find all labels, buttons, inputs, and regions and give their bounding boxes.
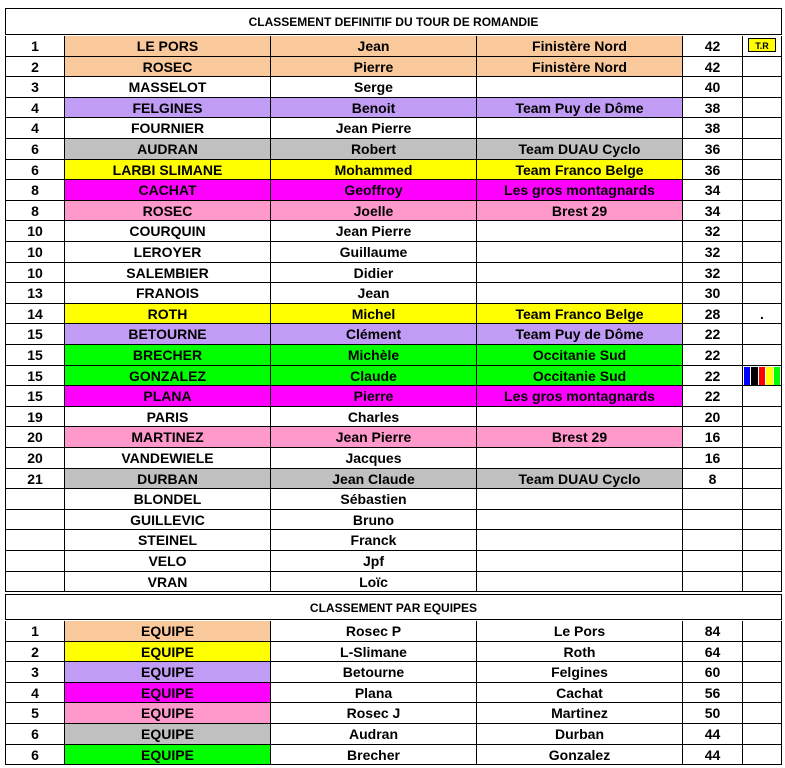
points-cell: 32	[683, 242, 743, 263]
team-rank-cell: 5	[5, 703, 65, 724]
first-name-cell: Guillaume	[271, 242, 477, 263]
extra-cell	[743, 551, 782, 572]
rank-cell	[5, 489, 65, 510]
points-cell	[683, 551, 743, 572]
first-name-cell: Loïc	[271, 572, 477, 592]
last-name-cell: BLONDEL	[65, 489, 271, 510]
last-name-cell: LE PORS	[65, 36, 271, 57]
first-name-cell: Jean	[271, 283, 477, 304]
team-member-b-cell: Durban	[477, 724, 683, 745]
last-name-cell: ROTH	[65, 304, 271, 324]
team-cell	[477, 242, 683, 263]
team-cell	[477, 263, 683, 283]
points-cell: 34	[683, 180, 743, 201]
team-cell	[477, 551, 683, 572]
extra-cell	[743, 469, 782, 489]
first-name-cell: Michèle	[271, 345, 477, 366]
rank-cell: 4	[5, 118, 65, 139]
team-cell: Team Puy de Dôme	[477, 324, 683, 345]
first-name-cell: Jpf	[271, 551, 477, 572]
rank-cell: 19	[5, 407, 65, 427]
last-name-cell: VRAN	[65, 572, 271, 592]
team-points-cell: 56	[683, 683, 743, 703]
team-label-cell: EQUIPE	[65, 662, 271, 683]
team-cell: Occitanie Sud	[477, 366, 683, 386]
last-name-cell: GUILLEVIC	[65, 510, 271, 530]
extra-cell	[743, 703, 782, 724]
team-cell: Finistère Nord	[477, 57, 683, 77]
rank-cell: 15	[5, 324, 65, 345]
rank-cell: 10	[5, 221, 65, 242]
team-label-cell: EQUIPE	[65, 745, 271, 765]
team-member-a-cell: Rosec J	[271, 703, 477, 724]
team-rank-cell: 6	[5, 724, 65, 745]
rank-cell: 20	[5, 448, 65, 469]
extra-cell	[743, 642, 782, 662]
rank-cell: 2	[5, 57, 65, 77]
points-cell: 16	[683, 448, 743, 469]
rank-cell: 15	[5, 386, 65, 407]
extra-cell	[743, 139, 782, 160]
extra-cell	[743, 98, 782, 118]
first-name-cell: Clément	[271, 324, 477, 345]
extra-cell	[743, 386, 782, 407]
team-member-b-cell: Gonzalez	[477, 745, 683, 765]
team-rank-cell: 3	[5, 662, 65, 683]
last-name-cell: BETOURNE	[65, 324, 271, 345]
last-name-cell: SALEMBIER	[65, 263, 271, 283]
team-label-cell: EQUIPE	[65, 683, 271, 703]
team-member-a-cell: Betourne	[271, 662, 477, 683]
first-name-cell: Jean Claude	[271, 469, 477, 489]
extra-cell	[743, 242, 782, 263]
last-name-cell: AUDRAN	[65, 139, 271, 160]
points-cell: 38	[683, 118, 743, 139]
points-cell: 36	[683, 160, 743, 180]
team-member-b-cell: Martinez	[477, 703, 683, 724]
rank-cell: 6	[5, 139, 65, 160]
extra-cell	[743, 662, 782, 683]
points-cell	[683, 572, 743, 592]
first-name-cell: Serge	[271, 77, 477, 98]
extra-cell	[743, 118, 782, 139]
rank-cell	[5, 530, 65, 551]
rank-cell: 15	[5, 366, 65, 386]
last-name-cell: STEINEL	[65, 530, 271, 551]
extra-cell	[743, 324, 782, 345]
team-rank-cell: 4	[5, 683, 65, 703]
points-cell: 22	[683, 345, 743, 366]
team-points-cell: 84	[683, 621, 743, 642]
team-cell: Team Puy de Dôme	[477, 98, 683, 118]
rank-cell: 10	[5, 263, 65, 283]
last-name-cell: FELGINES	[65, 98, 271, 118]
leader-badge: T.R	[748, 38, 776, 52]
team-label-cell: EQUIPE	[65, 642, 271, 662]
team-cell: Les gros montagnards	[477, 386, 683, 407]
rank-cell	[5, 551, 65, 572]
first-name-cell: Jean Pierre	[271, 118, 477, 139]
extra-cell	[743, 283, 782, 304]
points-cell: 42	[683, 57, 743, 77]
extra-cell	[743, 180, 782, 201]
last-name-cell: GONZALEZ	[65, 366, 271, 386]
points-cell: 38	[683, 98, 743, 118]
points-cell: 22	[683, 324, 743, 345]
team-member-a-cell: L-Slimane	[271, 642, 477, 662]
last-name-cell: COURQUIN	[65, 221, 271, 242]
extra-cell	[743, 77, 782, 98]
last-name-cell: PARIS	[65, 407, 271, 427]
first-name-cell: Jean Pierre	[271, 221, 477, 242]
points-cell	[683, 510, 743, 530]
points-cell: 32	[683, 221, 743, 242]
first-name-cell: Jean Pierre	[271, 427, 477, 448]
rank-cell: 21	[5, 469, 65, 489]
team-member-b-cell: Cachat	[477, 683, 683, 703]
row-mark: .	[760, 306, 764, 322]
last-name-cell: LARBI SLIMANE	[65, 160, 271, 180]
points-cell: 22	[683, 386, 743, 407]
extra-cell	[743, 304, 782, 324]
rank-cell	[5, 510, 65, 530]
team-label-cell: EQUIPE	[65, 724, 271, 745]
team-member-b-cell: Le Pors	[477, 621, 683, 642]
points-cell	[683, 530, 743, 551]
first-name-cell: Jean	[271, 36, 477, 57]
team-member-b-cell: Felgines	[477, 662, 683, 683]
team-cell	[477, 572, 683, 592]
first-name-cell: Geoffroy	[271, 180, 477, 201]
last-name-cell: CACHAT	[65, 180, 271, 201]
extra-cell	[743, 510, 782, 530]
first-name-cell: Mohammed	[271, 160, 477, 180]
team-points-cell: 64	[683, 642, 743, 662]
points-cell: 8	[683, 469, 743, 489]
extra-cell	[743, 160, 782, 180]
last-name-cell: FOURNIER	[65, 118, 271, 139]
team-member-a-cell: Brecher	[271, 745, 477, 765]
last-name-cell: VANDEWIELE	[65, 448, 271, 469]
last-name-cell: MASSELOT	[65, 77, 271, 98]
team-points-cell: 44	[683, 724, 743, 745]
rank-cell: 10	[5, 242, 65, 263]
last-name-cell: MARTINEZ	[65, 427, 271, 448]
last-name-cell: DURBAN	[65, 469, 271, 489]
rank-cell: 8	[5, 180, 65, 201]
last-name-cell: ROSEC	[65, 201, 271, 221]
points-cell: 32	[683, 263, 743, 283]
first-name-cell: Joelle	[271, 201, 477, 221]
team-cell	[477, 118, 683, 139]
team-ranking-title: CLASSEMENT PAR EQUIPES	[5, 594, 782, 620]
team-cell	[477, 407, 683, 427]
extra-cell	[743, 263, 782, 283]
extra-cell	[743, 407, 782, 427]
team-cell	[477, 221, 683, 242]
points-cell: 22	[683, 366, 743, 386]
points-cell	[683, 489, 743, 510]
team-cell: Team Franco Belge	[477, 304, 683, 324]
extra-cell	[743, 221, 782, 242]
last-name-cell: VELO	[65, 551, 271, 572]
rank-cell: 14	[5, 304, 65, 324]
rank-cell: 8	[5, 201, 65, 221]
extra-cell	[743, 530, 782, 551]
extra-cell	[743, 621, 782, 642]
extra-cell	[743, 724, 782, 745]
team-cell: Brest 29	[477, 201, 683, 221]
team-cell	[477, 77, 683, 98]
last-name-cell: FRANOIS	[65, 283, 271, 304]
team-cell: Occitanie Sud	[477, 345, 683, 366]
first-name-cell: Pierre	[271, 57, 477, 77]
last-name-cell: LEROYER	[65, 242, 271, 263]
first-name-cell: Didier	[271, 263, 477, 283]
first-name-cell: Pierre	[271, 386, 477, 407]
team-member-a-cell: Audran	[271, 724, 477, 745]
first-name-cell: Bruno	[271, 510, 477, 530]
team-cell: Team Franco Belge	[477, 160, 683, 180]
last-name-cell: ROSEC	[65, 57, 271, 77]
extra-cell	[743, 572, 782, 592]
first-name-cell: Charles	[271, 407, 477, 427]
team-cell	[477, 530, 683, 551]
team-member-a-cell: Rosec P	[271, 621, 477, 642]
team-cell	[477, 489, 683, 510]
team-cell	[477, 283, 683, 304]
points-cell: 34	[683, 201, 743, 221]
page-title: CLASSEMENT DEFINITIF DU TOUR DE ROMANDIE	[5, 8, 782, 35]
points-cell: 28	[683, 304, 743, 324]
team-member-a-cell: Plana	[271, 683, 477, 703]
last-name-cell: BRECHER	[65, 345, 271, 366]
first-name-cell: Benoit	[271, 98, 477, 118]
points-cell: 42	[683, 36, 743, 57]
team-label-cell: EQUIPE	[65, 621, 271, 642]
first-name-cell: Jacques	[271, 448, 477, 469]
rank-cell: 20	[5, 427, 65, 448]
extra-cell	[743, 745, 782, 765]
team-points-cell: 60	[683, 662, 743, 683]
extra-cell	[743, 57, 782, 77]
team-points-cell: 44	[683, 745, 743, 765]
last-name-cell: PLANA	[65, 386, 271, 407]
rank-cell: 4	[5, 98, 65, 118]
rank-cell: 1	[5, 36, 65, 57]
rank-cell: 3	[5, 77, 65, 98]
rank-cell	[5, 572, 65, 592]
team-rank-cell: 2	[5, 642, 65, 662]
first-name-cell: Claude	[271, 366, 477, 386]
points-cell: 30	[683, 283, 743, 304]
extra-cell	[743, 345, 782, 366]
points-cell: 40	[683, 77, 743, 98]
rank-cell: 13	[5, 283, 65, 304]
first-name-cell: Franck	[271, 530, 477, 551]
first-name-cell: Robert	[271, 139, 477, 160]
champion-stripes-icon	[744, 367, 780, 385]
extra-cell	[743, 448, 782, 469]
points-cell: 36	[683, 139, 743, 160]
rank-cell: 6	[5, 160, 65, 180]
extra-cell	[743, 683, 782, 703]
team-cell	[477, 448, 683, 469]
team-rank-cell: 1	[5, 621, 65, 642]
points-cell: 20	[683, 407, 743, 427]
team-rank-cell: 6	[5, 745, 65, 765]
team-cell: Finistère Nord	[477, 36, 683, 57]
team-cell: Team DUAU Cyclo	[477, 139, 683, 160]
team-cell	[477, 510, 683, 530]
team-cell: Team DUAU Cyclo	[477, 469, 683, 489]
extra-cell	[743, 36, 782, 57]
extra-cell	[743, 201, 782, 221]
team-label-cell: EQUIPE	[65, 703, 271, 724]
team-member-b-cell: Roth	[477, 642, 683, 662]
first-name-cell: Sébastien	[271, 489, 477, 510]
first-name-cell: Michel	[271, 304, 477, 324]
extra-cell	[743, 366, 782, 386]
team-cell: Brest 29	[477, 427, 683, 448]
team-cell: Les gros montagnards	[477, 180, 683, 201]
points-cell: 16	[683, 427, 743, 448]
team-points-cell: 50	[683, 703, 743, 724]
rank-cell: 15	[5, 345, 65, 366]
extra-cell	[743, 489, 782, 510]
extra-cell	[743, 427, 782, 448]
